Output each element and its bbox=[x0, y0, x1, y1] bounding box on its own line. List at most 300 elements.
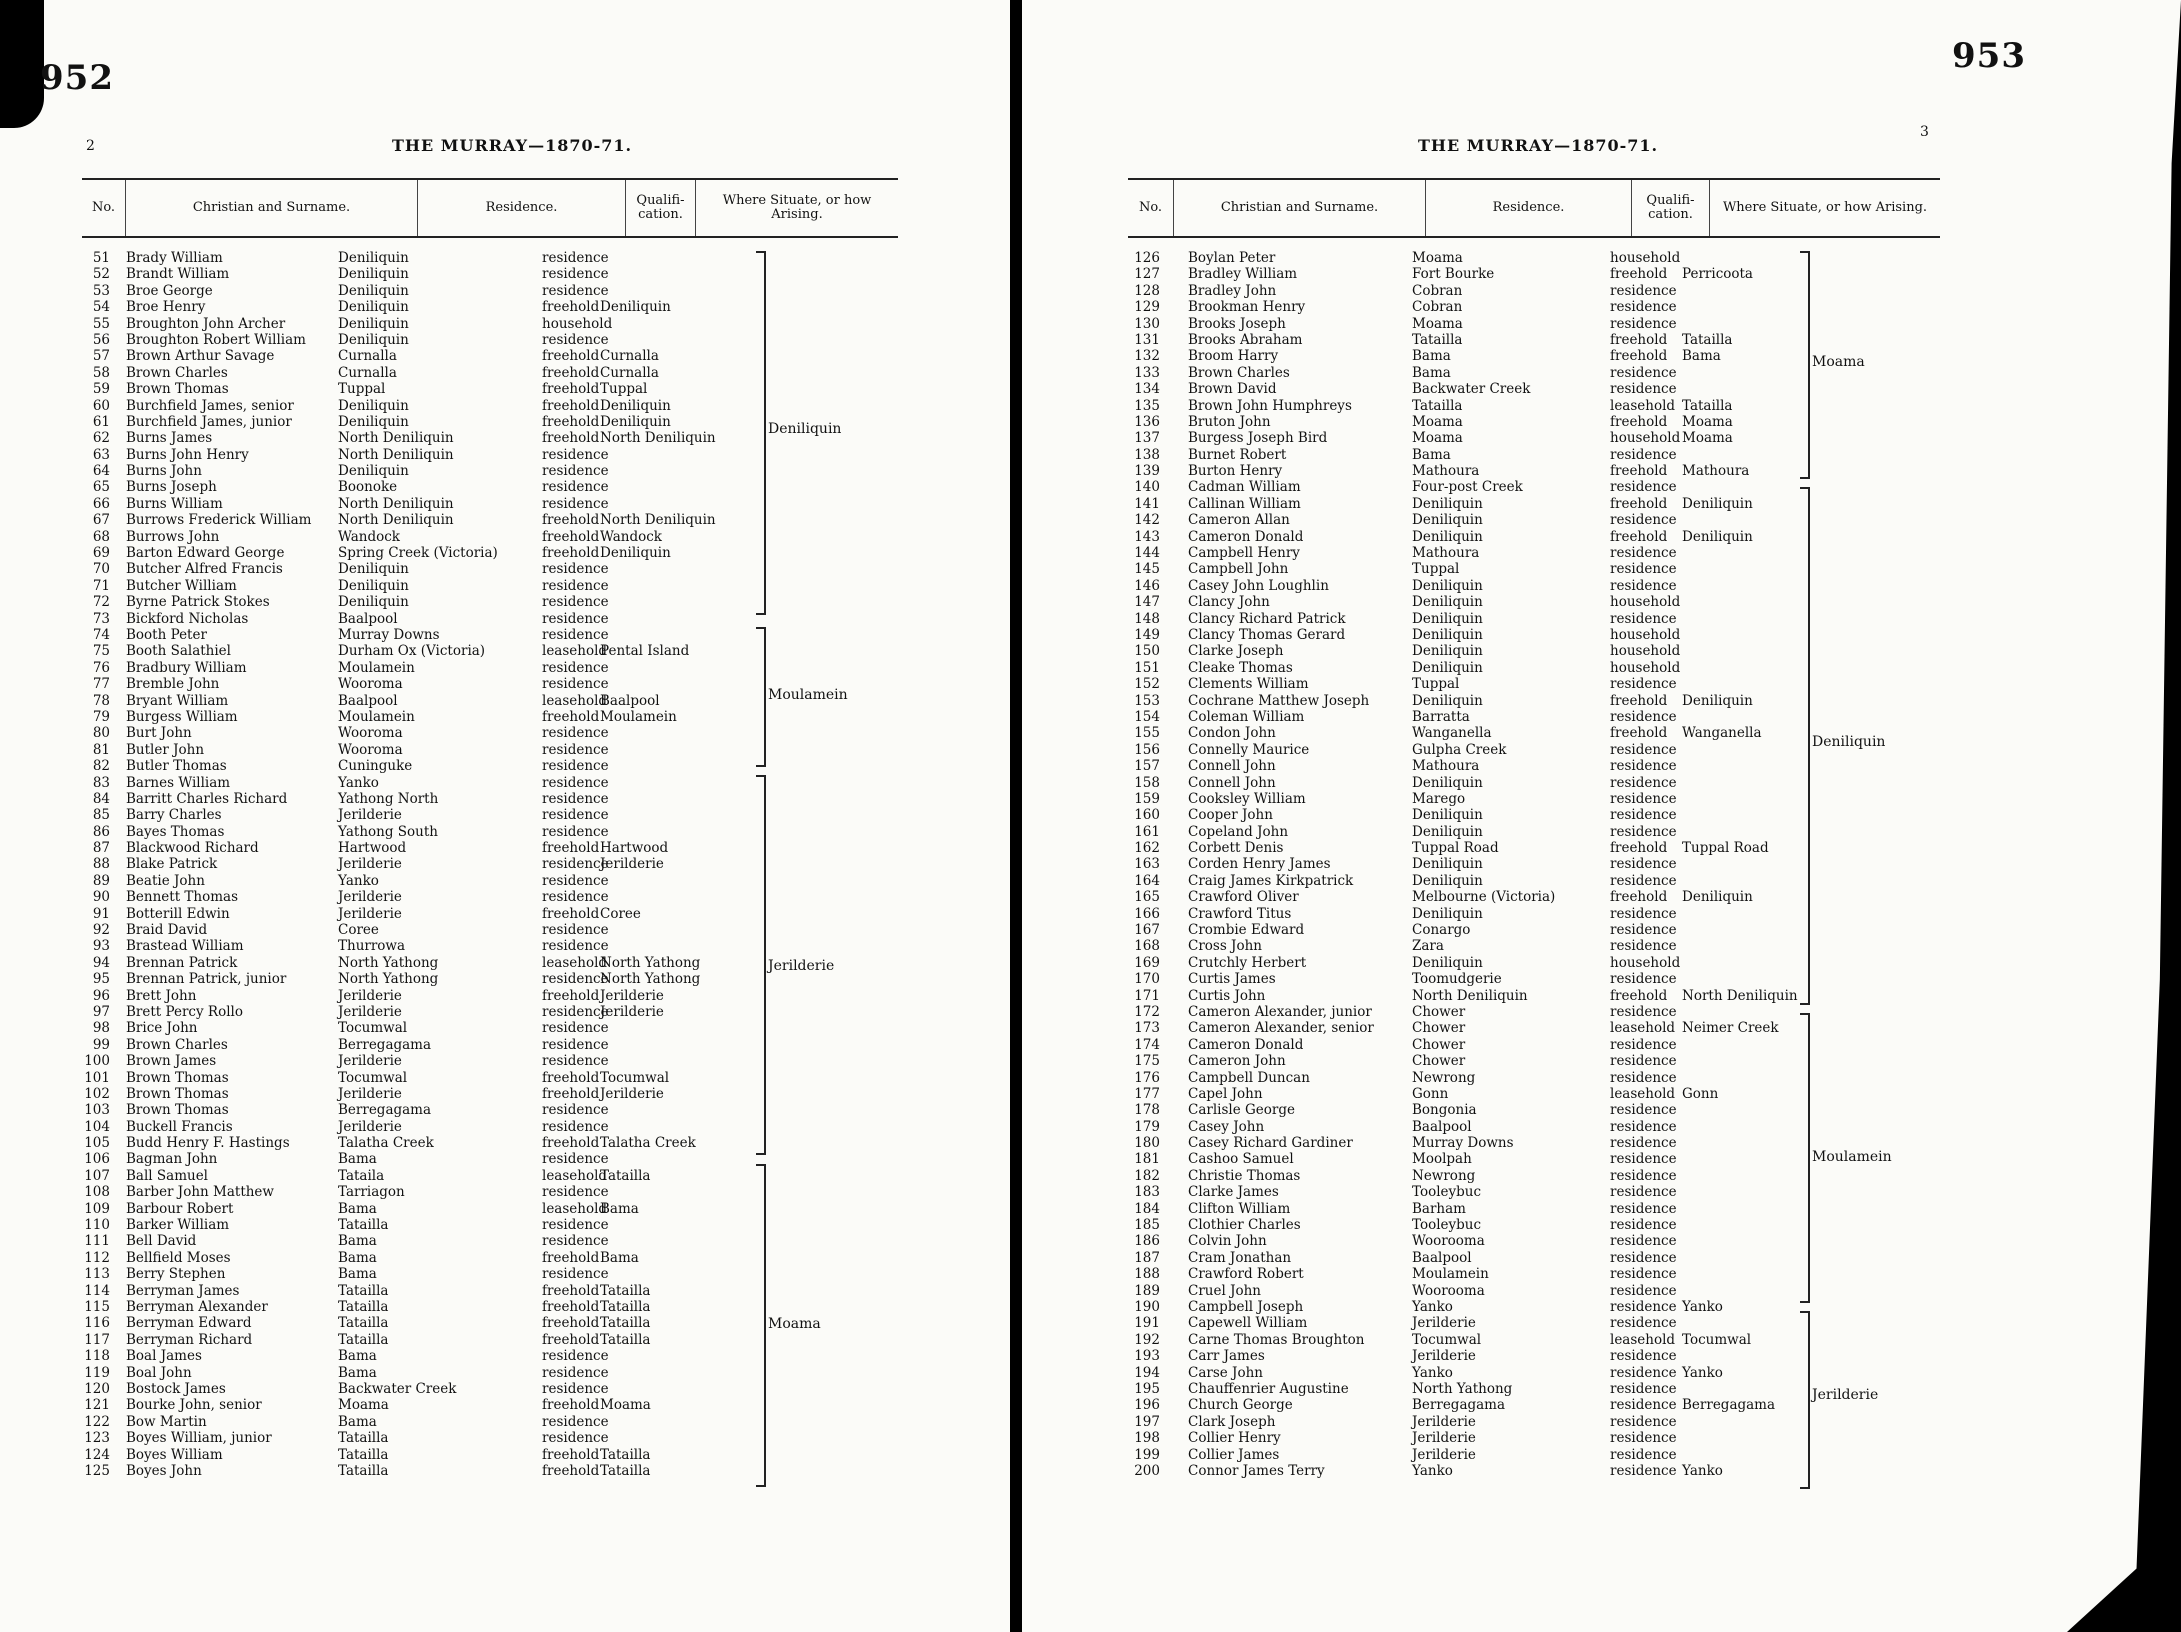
voter-name: Barry Charles bbox=[126, 807, 222, 824]
entry-number: 73 bbox=[92, 610, 110, 627]
where-situate: Tatailla bbox=[600, 1315, 651, 1332]
entry-number: 138 bbox=[1134, 446, 1160, 463]
entry-number: 152 bbox=[1134, 676, 1160, 693]
voter-name: Burns James bbox=[126, 430, 213, 447]
voter-residence: Wandock bbox=[338, 528, 400, 545]
voter-qualification: residence bbox=[542, 889, 609, 906]
entry-number: 137 bbox=[1134, 430, 1160, 447]
voter-residence: Chower bbox=[1412, 1036, 1466, 1053]
table-row bbox=[1122, 381, 1942, 397]
voter-qualification: leasehold bbox=[1610, 397, 1676, 414]
right-page bbox=[1022, 0, 2181, 1632]
voter-qualification: residence bbox=[542, 1430, 609, 1447]
voter-name: Broughton Robert William bbox=[126, 331, 306, 348]
entry-number: 129 bbox=[1134, 299, 1160, 316]
voter-name: Connor James Terry bbox=[1188, 1462, 1325, 1479]
voter-residence: Wooroma bbox=[338, 741, 403, 758]
voter-qualification: residence bbox=[542, 1217, 609, 1234]
table-row bbox=[1122, 1233, 1942, 1249]
voter-name: Broe George bbox=[126, 282, 213, 299]
where-situate: Tatailla bbox=[600, 1282, 651, 1299]
voter-qualification: freehold bbox=[542, 545, 600, 562]
entry-number: 114 bbox=[84, 1282, 110, 1299]
voter-qualification: residence bbox=[542, 331, 609, 348]
voter-qualification: residence bbox=[1610, 938, 1677, 955]
voter-residence: Chower bbox=[1412, 1020, 1466, 1037]
where-situate: Tuppal bbox=[600, 381, 648, 398]
voter-qualification: freehold bbox=[1610, 266, 1668, 283]
voter-residence: Jerilderie bbox=[338, 807, 402, 824]
voter-residence: Tataila bbox=[338, 1167, 385, 1184]
voter-residence: Berregagama bbox=[338, 1036, 432, 1053]
where-situate: Perricoota bbox=[1682, 266, 1753, 283]
entry-number: 117 bbox=[84, 1331, 110, 1348]
table-row bbox=[82, 496, 902, 512]
table-row bbox=[82, 742, 902, 758]
entry-number: 78 bbox=[92, 692, 110, 709]
voter-residence: Spring Creek (Victoria) bbox=[338, 545, 498, 562]
entry-number: 63 bbox=[92, 446, 110, 463]
header-name: Christian and Surname. bbox=[1174, 180, 1426, 236]
table-row bbox=[1122, 1299, 1942, 1315]
table-row bbox=[1122, 1086, 1942, 1102]
voter-qualification: residence bbox=[1610, 299, 1677, 316]
voter-name: Boyes William bbox=[126, 1446, 223, 1463]
voter-name: Beatie John bbox=[126, 872, 205, 889]
entry-number: 124 bbox=[84, 1446, 110, 1463]
voter-name: Campbell Henry bbox=[1188, 545, 1300, 562]
voter-qualification: freehold bbox=[1610, 692, 1668, 709]
voter-name: Brett Percy Rollo bbox=[126, 1003, 243, 1020]
voter-qualification: residence bbox=[1610, 315, 1677, 332]
table-row bbox=[1122, 922, 1942, 938]
voter-name: Collier Henry bbox=[1188, 1430, 1281, 1447]
voter-residence: Marego bbox=[1412, 790, 1466, 807]
scan-shadow bbox=[0, 0, 44, 128]
voter-qualification: leasehold bbox=[542, 1200, 608, 1217]
header-name: Christian and Surname. bbox=[126, 180, 418, 236]
voter-residence: Deniliquin bbox=[1412, 872, 1483, 889]
table-row bbox=[82, 791, 902, 807]
table-row bbox=[1122, 775, 1942, 791]
voter-name: Burrows John bbox=[126, 528, 220, 545]
voter-residence: Moama bbox=[1412, 413, 1463, 430]
entry-number: 184 bbox=[1134, 1200, 1160, 1217]
voter-name: Brown Thomas bbox=[126, 381, 229, 398]
district-label: Jerilderie bbox=[768, 958, 835, 974]
voter-residence: Tatailla bbox=[338, 1462, 389, 1479]
voter-qualification: residence bbox=[1610, 905, 1677, 922]
table-row bbox=[82, 1217, 902, 1233]
voter-residence: Talatha Creek bbox=[338, 1135, 434, 1152]
voter-qualification: residence bbox=[542, 856, 609, 873]
where-situate: Mathoura bbox=[1682, 463, 1750, 480]
voter-residence: Jerilderie bbox=[338, 1085, 402, 1102]
where-situate: Pental Island bbox=[600, 643, 690, 660]
voter-qualification: residence bbox=[542, 1413, 609, 1430]
voter-qualification: residence bbox=[542, 266, 609, 283]
voter-qualification: residence bbox=[542, 282, 609, 299]
entry-number: 75 bbox=[92, 643, 110, 660]
where-situate: Deniliquin bbox=[1682, 528, 1753, 545]
voter-qualification: household bbox=[542, 315, 613, 332]
voter-name: Barbour Robert bbox=[126, 1200, 234, 1217]
voter-name: Cross John bbox=[1188, 938, 1262, 955]
entry-number: 87 bbox=[92, 840, 110, 857]
table-row bbox=[82, 1053, 902, 1069]
voter-name: Coleman William bbox=[1188, 708, 1305, 725]
voter-residence: Jerilderie bbox=[338, 1003, 402, 1020]
table-row bbox=[1122, 1217, 1942, 1233]
entry-number: 183 bbox=[1134, 1184, 1160, 1201]
voter-residence: Deniliquin bbox=[338, 413, 409, 430]
table-row bbox=[1122, 1037, 1942, 1053]
entry-number: 97 bbox=[92, 1003, 110, 1020]
voter-qualification: residence bbox=[1610, 1413, 1677, 1430]
table-row bbox=[82, 824, 902, 840]
voter-name: Carlisle George bbox=[1188, 1102, 1295, 1119]
voter-residence: Yanko bbox=[1412, 1364, 1453, 1381]
voter-residence: Woorooma bbox=[1412, 1233, 1485, 1250]
voter-qualification: residence bbox=[542, 872, 609, 889]
voter-name: Burns William bbox=[126, 495, 223, 512]
where-situate: Curnalla bbox=[600, 348, 659, 365]
header-no: No. bbox=[1128, 180, 1174, 236]
voter-residence: Mathoura bbox=[1412, 463, 1480, 480]
voter-qualification: residence bbox=[1610, 922, 1677, 939]
table-row bbox=[82, 1348, 902, 1364]
voter-residence: Moulamein bbox=[338, 708, 415, 725]
header-situate: Where Situate, or how Arising. bbox=[722, 193, 872, 222]
voter-residence: Bama bbox=[338, 1364, 377, 1381]
entry-number: 126 bbox=[1134, 250, 1160, 266]
entry-number: 74 bbox=[92, 626, 110, 643]
entry-number: 142 bbox=[1134, 512, 1160, 529]
table-row bbox=[82, 1233, 902, 1249]
voter-qualification: residence bbox=[1610, 1315, 1677, 1332]
header-qualification: Qualifi- cation. bbox=[1632, 180, 1710, 236]
folio-number: 952 bbox=[40, 58, 114, 98]
voter-residence: North Deniliquin bbox=[338, 446, 454, 463]
voter-qualification: freehold bbox=[542, 1397, 600, 1414]
voter-qualification: freehold bbox=[542, 430, 600, 447]
voter-qualification: residence bbox=[542, 594, 609, 611]
entry-number: 145 bbox=[1134, 561, 1160, 578]
where-situate: Bama bbox=[600, 1249, 639, 1266]
table-row bbox=[1122, 873, 1942, 889]
entry-number: 180 bbox=[1134, 1135, 1160, 1152]
table-row bbox=[1122, 955, 1942, 971]
table-row bbox=[82, 463, 902, 479]
table-row bbox=[82, 643, 902, 659]
entry-number: 191 bbox=[1134, 1315, 1160, 1332]
voter-name: Bremble John bbox=[126, 676, 220, 693]
voter-name: Butcher William bbox=[126, 577, 237, 594]
voter-qualification: residence bbox=[1610, 282, 1677, 299]
entry-number: 72 bbox=[92, 594, 110, 611]
voter-qualification: residence bbox=[542, 1118, 609, 1135]
voter-residence: Jerilderie bbox=[1412, 1430, 1476, 1447]
entry-number: 116 bbox=[84, 1315, 110, 1332]
voter-name: Boyes John bbox=[126, 1462, 202, 1479]
voter-residence: Bama bbox=[1412, 446, 1451, 463]
table-row bbox=[82, 545, 902, 561]
entry-number: 177 bbox=[1134, 1085, 1160, 1102]
table-row bbox=[1122, 463, 1942, 479]
table-row bbox=[1122, 398, 1942, 414]
voter-name: Cadman William bbox=[1188, 479, 1301, 496]
voter-qualification: residence bbox=[1610, 1249, 1677, 1266]
voter-residence: Jerilderie bbox=[338, 1053, 402, 1070]
entry-number: 56 bbox=[92, 331, 110, 348]
voter-residence: Moulamein bbox=[1412, 1266, 1489, 1283]
voter-residence: Yathong South bbox=[338, 823, 438, 840]
voter-residence: Deniliquin bbox=[1412, 774, 1483, 791]
entry-number: 187 bbox=[1134, 1249, 1160, 1266]
voter-residence: Bama bbox=[338, 1233, 377, 1250]
voter-residence: Tatailla bbox=[1412, 397, 1463, 414]
voter-residence: Jerilderie bbox=[338, 856, 402, 873]
entry-number: 64 bbox=[92, 463, 110, 480]
district-bracket bbox=[764, 251, 766, 615]
entry-number: 53 bbox=[92, 282, 110, 299]
voter-name: Bourke John, senior bbox=[126, 1397, 262, 1414]
table-row bbox=[82, 988, 902, 1004]
voter-qualification: residence bbox=[1610, 774, 1677, 791]
where-situate: Jerilderie bbox=[600, 1085, 664, 1102]
entry-number: 86 bbox=[92, 823, 110, 840]
where-situate: Tatailla bbox=[1682, 397, 1733, 414]
voter-qualification: leasehold bbox=[542, 1167, 608, 1184]
table-row bbox=[82, 1381, 902, 1397]
table-row bbox=[1122, 332, 1942, 348]
voter-qualification: residence bbox=[542, 659, 609, 676]
voter-name: Cashoo Samuel bbox=[1188, 1151, 1294, 1168]
table-row bbox=[1122, 1102, 1942, 1118]
voter-name: Clancy John bbox=[1188, 594, 1270, 611]
voter-residence: Curnalla bbox=[338, 348, 397, 365]
entry-number: 175 bbox=[1134, 1053, 1160, 1070]
voter-name: Buckell Francis bbox=[126, 1118, 233, 1135]
voter-qualification: residence bbox=[1610, 1036, 1677, 1053]
voter-name: Brennan Patrick, junior bbox=[126, 971, 287, 988]
voter-residence: Tatailla bbox=[338, 1315, 389, 1332]
table-row bbox=[1122, 971, 1942, 987]
voter-qualification: leasehold bbox=[542, 643, 608, 660]
entry-number: 164 bbox=[1134, 872, 1160, 889]
voter-name: Crawford Robert bbox=[1188, 1266, 1304, 1283]
voter-qualification: residence bbox=[542, 741, 609, 758]
voter-residence: Deniliquin bbox=[338, 561, 409, 578]
voter-qualification: freehold bbox=[542, 1069, 600, 1086]
voter-residence: Jerilderie bbox=[338, 889, 402, 906]
entry-number: 199 bbox=[1134, 1446, 1160, 1463]
where-situate: North Yathong bbox=[600, 954, 701, 971]
voter-name: Brooks Abraham bbox=[1188, 331, 1303, 348]
table-row bbox=[82, 1299, 902, 1315]
entry-number: 60 bbox=[92, 397, 110, 414]
voter-name: Brennan Patrick bbox=[126, 954, 238, 971]
voter-residence: North Deniliquin bbox=[1412, 987, 1528, 1004]
voter-name: Connell John bbox=[1188, 758, 1276, 775]
voter-name: Berry Stephen bbox=[126, 1266, 226, 1283]
entry-number: 70 bbox=[92, 561, 110, 578]
voter-residence: Yanko bbox=[1412, 1462, 1453, 1479]
entry-number: 122 bbox=[84, 1413, 110, 1430]
entry-number: 55 bbox=[92, 315, 110, 332]
voter-qualification: freehold bbox=[542, 413, 600, 430]
voter-name: Cochrane Matthew Joseph bbox=[1188, 692, 1370, 709]
voter-qualification: residence bbox=[542, 1380, 609, 1397]
voter-qualification: residence bbox=[1610, 1233, 1677, 1250]
voter-name: Barton Edward George bbox=[126, 545, 285, 562]
entry-number: 189 bbox=[1134, 1282, 1160, 1299]
table-row bbox=[1122, 676, 1942, 692]
voter-qualification: household bbox=[1610, 643, 1681, 660]
voter-residence: Jerilderie bbox=[1412, 1413, 1476, 1430]
voter-residence: Yathong North bbox=[338, 790, 439, 807]
where-situate: Bama bbox=[1682, 348, 1721, 365]
voter-residence: Barham bbox=[1412, 1200, 1466, 1217]
where-situate: Bama bbox=[600, 1200, 639, 1217]
voter-name: Connell John bbox=[1188, 774, 1276, 791]
voter-qualification: residence bbox=[1610, 512, 1677, 529]
voter-qualification: residence bbox=[1610, 741, 1677, 758]
entry-number: 66 bbox=[92, 495, 110, 512]
voter-residence: Barratta bbox=[1412, 708, 1470, 725]
voter-residence: Deniliquin bbox=[338, 594, 409, 611]
voter-qualification: freehold bbox=[542, 348, 600, 365]
table-row bbox=[82, 922, 902, 938]
entry-number: 160 bbox=[1134, 807, 1160, 824]
voter-residence: Deniliquin bbox=[1412, 610, 1483, 627]
where-situate: Moama bbox=[1682, 413, 1733, 430]
voter-name: Clancy Richard Patrick bbox=[1188, 610, 1346, 627]
voter-name: Bostock James bbox=[126, 1380, 226, 1397]
table-row bbox=[82, 561, 902, 577]
where-situate: Jerilderie bbox=[600, 987, 664, 1004]
voter-name: Burchfield James, junior bbox=[126, 413, 292, 430]
table-row bbox=[82, 381, 902, 397]
voter-qualification: residence bbox=[1610, 1380, 1677, 1397]
voter-qualification: residence bbox=[1610, 1446, 1677, 1463]
district-label: Jerilderie bbox=[1812, 1387, 1879, 1403]
table-row bbox=[1122, 1266, 1942, 1282]
where-situate: Talatha Creek bbox=[600, 1135, 696, 1152]
voter-name: Carse John bbox=[1188, 1364, 1263, 1381]
voter-qualification: residence bbox=[542, 790, 609, 807]
where-situate: Deniliquin bbox=[600, 413, 671, 430]
table-row bbox=[1122, 496, 1942, 512]
entry-number: 170 bbox=[1134, 971, 1160, 988]
entry-number: 172 bbox=[1134, 1003, 1160, 1020]
table-row bbox=[1122, 643, 1942, 659]
voter-qualification: residence bbox=[1610, 1135, 1677, 1152]
voter-qualification: residence bbox=[1610, 676, 1677, 693]
entry-number: 93 bbox=[92, 938, 110, 955]
voter-residence: Deniliquin bbox=[338, 331, 409, 348]
voter-residence: Bama bbox=[338, 1413, 377, 1430]
voter-name: Corbett Denis bbox=[1188, 840, 1284, 857]
voter-name: Crombie Edward bbox=[1188, 922, 1305, 939]
table-row bbox=[82, 1168, 902, 1184]
table-row bbox=[1122, 479, 1942, 495]
voter-residence: Deniliquin bbox=[1412, 807, 1483, 824]
voter-qualification: leasehold bbox=[542, 692, 608, 709]
voter-qualification: residence bbox=[542, 626, 609, 643]
entry-number: 127 bbox=[1134, 266, 1160, 283]
entry-number: 173 bbox=[1134, 1020, 1160, 1037]
entry-number: 196 bbox=[1134, 1397, 1160, 1414]
entry-number: 111 bbox=[84, 1233, 110, 1250]
voter-residence: Tuppal Road bbox=[1412, 840, 1499, 857]
voter-name: Broughton John Archer bbox=[126, 315, 286, 332]
voter-name: Brown Thomas bbox=[126, 1102, 229, 1119]
table-row bbox=[1122, 316, 1942, 332]
table-row bbox=[1122, 1004, 1942, 1020]
table-row bbox=[82, 398, 902, 414]
entry-number: 161 bbox=[1134, 823, 1160, 840]
voter-residence: Deniliquin bbox=[1412, 495, 1483, 512]
entry-number: 104 bbox=[84, 1118, 110, 1135]
table-row bbox=[1122, 1053, 1942, 1069]
voter-residence: North Yathong bbox=[1412, 1380, 1513, 1397]
voter-name: Crutchly Herbert bbox=[1188, 954, 1307, 971]
voter-name: Cleake Thomas bbox=[1188, 659, 1293, 676]
entry-number: 179 bbox=[1134, 1118, 1160, 1135]
entry-number: 62 bbox=[92, 430, 110, 447]
voter-name: Bryant William bbox=[126, 692, 229, 709]
table-row bbox=[82, 447, 902, 463]
table-row bbox=[1122, 1414, 1942, 1430]
voter-name: Craig James Kirkpatrick bbox=[1188, 872, 1354, 889]
voter-residence: North Deniliquin bbox=[338, 430, 454, 447]
table-row bbox=[1122, 1283, 1942, 1299]
voter-residence: Jerilderie bbox=[1412, 1446, 1476, 1463]
voter-name: Burns John Henry bbox=[126, 446, 249, 463]
table-row bbox=[1122, 1365, 1942, 1381]
voter-qualification: freehold bbox=[542, 1249, 600, 1266]
district-bracket bbox=[1808, 1311, 1810, 1489]
entry-number: 166 bbox=[1134, 905, 1160, 922]
voter-qualification: residence bbox=[1610, 577, 1677, 594]
voter-name: Cruel John bbox=[1188, 1282, 1262, 1299]
entry-number: 130 bbox=[1134, 315, 1160, 332]
entry-number: 194 bbox=[1134, 1364, 1160, 1381]
voter-name: Barnes William bbox=[126, 774, 231, 791]
voter-qualification: residence bbox=[1610, 790, 1677, 807]
table-row bbox=[1122, 512, 1942, 528]
table-row bbox=[82, 725, 902, 741]
entry-number: 134 bbox=[1134, 381, 1160, 398]
voter-qualification: household bbox=[1610, 430, 1681, 447]
voter-name: Crawford Titus bbox=[1188, 905, 1292, 922]
table-row bbox=[82, 594, 902, 610]
voter-residence: Deniliquin bbox=[338, 299, 409, 316]
entry-number: 89 bbox=[92, 872, 110, 889]
voter-name: Cameron Allan bbox=[1188, 512, 1290, 529]
voter-residence: Murray Downs bbox=[1412, 1135, 1514, 1152]
table-row bbox=[1122, 1348, 1942, 1364]
voter-name: Botterill Edwin bbox=[126, 905, 230, 922]
voter-residence: Bama bbox=[338, 1151, 377, 1168]
voter-residence: Deniliquin bbox=[338, 266, 409, 283]
table-row bbox=[1122, 1430, 1942, 1446]
voter-residence: Jerilderie bbox=[338, 1118, 402, 1135]
entry-number: 198 bbox=[1134, 1430, 1160, 1447]
entry-number: 105 bbox=[84, 1135, 110, 1152]
table-row bbox=[82, 758, 902, 774]
